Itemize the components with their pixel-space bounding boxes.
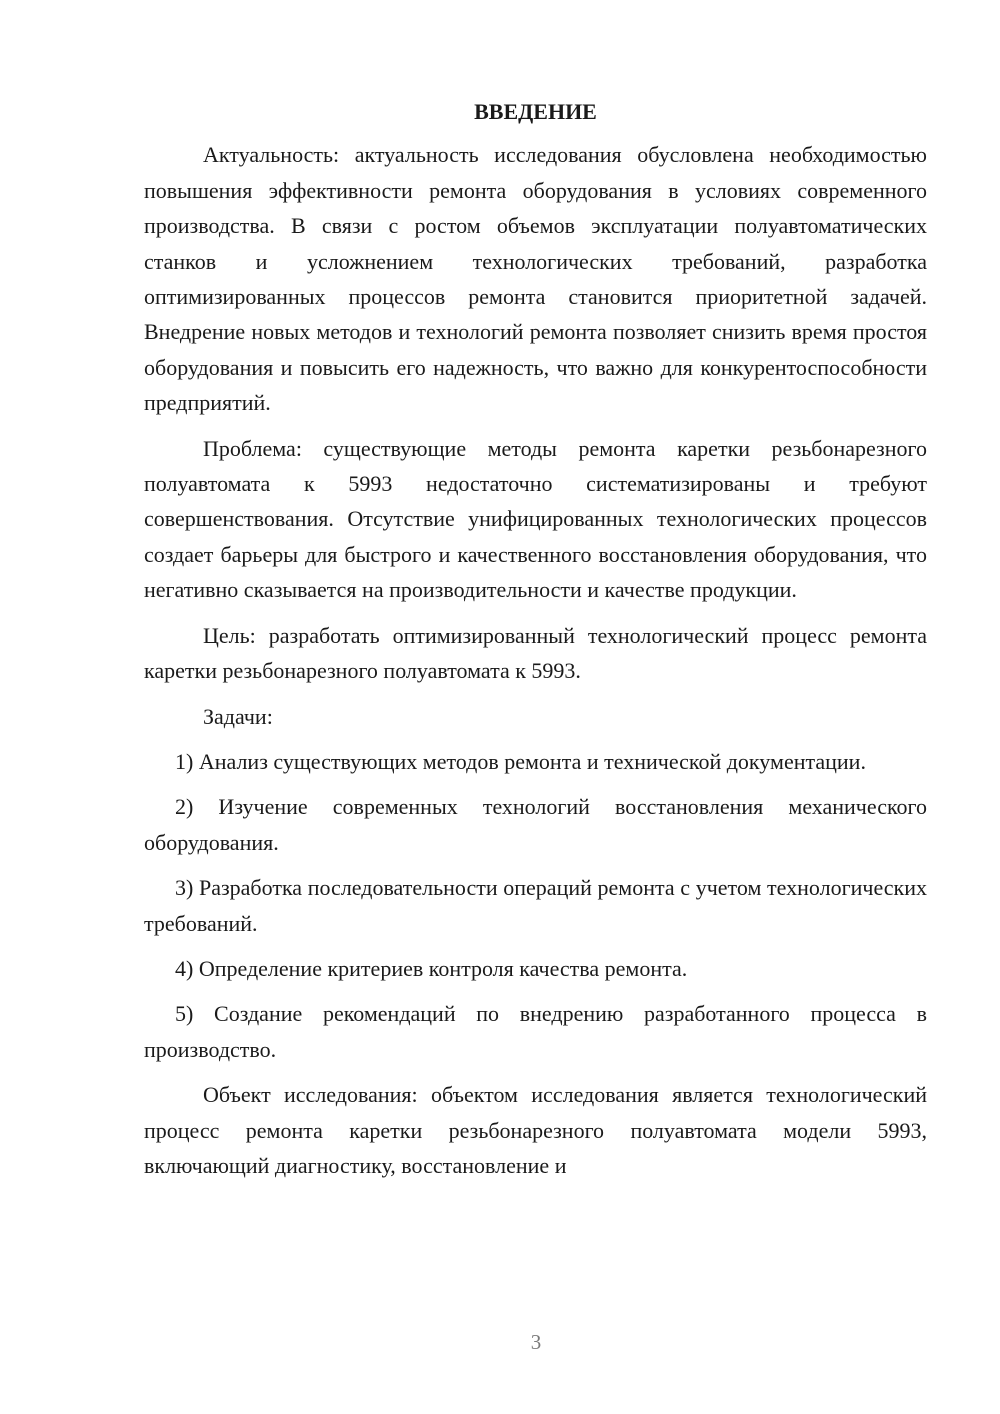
task-item-5: 5) Создание рекомендаций по внедрению разработанного процесса в производство. [144, 1001, 927, 1062]
paragraph-relevance: Актуальность: актуальность исследования обусловлена необходимостью повышения эффективности ремонта оборудования в условиях современного производства. В связи с ростом объемов эксплуатации полуавтоматических станков и усложнением технологических требований, разработка оптимизированных процессов ремонта становится приоритетной задачей. Внедрение новых методов и технологий ремонта позволяет снизить время простоя оборудования и повысить его надежность, что важно для конкурентоспособности предприятий. [144, 142, 927, 416]
section-title: ВВЕДЕНИЕ [474, 99, 597, 124]
task-item-2: 2) Изучение современных технологий восстановления механического оборудования. [144, 794, 927, 855]
paragraph-object: Объект исследования: объектом исследования является технологический процесс ремонта каретки резьбонарезного полуавтомата модели 5993, включающий диагностику, восстановление и [144, 1082, 927, 1178]
task-item-4: 4) Определение критериев контроля качества ремонта. [175, 955, 688, 981]
task-item-3: 3) Разработка последовательности операций ремонта с учетом технологических требований. [144, 875, 927, 936]
paragraph-problem: Проблема: существующие методы ремонта каретки резьбонарезного полуавтомата к 5993 недостаточно систематизированы и требуют совершенствования. Отсутствие унифицированных технологических процессов создает барьеры для быстрого и качественного восстановления оборудования, что негативно сказывается на производительности и качестве продукции. [144, 435, 927, 603]
page-number: 3 [530, 1330, 542, 1354]
task-item-1: 1) Анализ существующих методов ремонта и технической документации. [175, 748, 866, 774]
paragraph-goal: Цель: разработать оптимизированный технологический процесс ремонта каретки резьбонарезного полуавтомата к 5993. [144, 622, 927, 684]
tasks-heading: Задачи: [203, 703, 273, 729]
page-body [144, 94, 927, 1193]
